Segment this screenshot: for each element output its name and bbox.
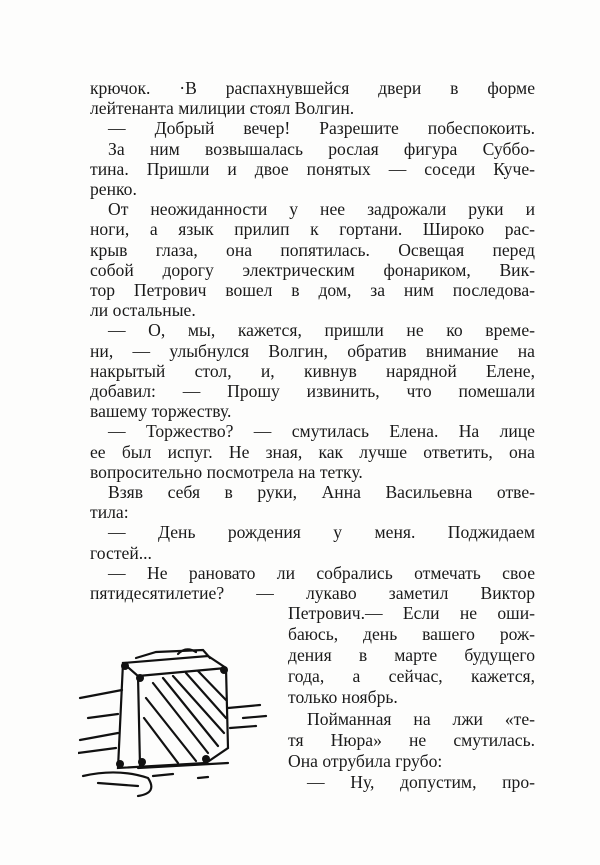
inset-text-line: баюсь, день вашего рож-	[288, 624, 535, 645]
inset-text-line: — Ну, допустим, про-	[307, 771, 535, 792]
text-line: От неожиданности у нее задрожали руки и	[108, 199, 535, 220]
text-line: накрытый стол, и, кивнув нарядной Елене,	[90, 360, 535, 381]
text-line: крючок. ·В распахнувшейся двери в форме	[90, 78, 535, 98]
text-line: вопросительно посмотрела на тетку.	[90, 461, 363, 482]
text-line: ее был испуг. Не зная, как лучше ответить, она	[90, 441, 535, 462]
text-line: — Добрый вечер! Разрешите побеспокоить.	[108, 118, 535, 139]
text-line: ноги, а язык прилип к гортани. Широко рас-	[90, 219, 535, 240]
text-line: собой дорогу электрическим фонариком, Вик-	[90, 259, 535, 280]
inset-text-line: тя Нюра» не смутилась.	[288, 729, 535, 750]
text-line: пятидесятилетие? — лукаво заметил Виктор	[90, 583, 535, 603]
text-line: — О, мы, кажется, пришли не ко време-	[108, 320, 535, 341]
text-line: За ним возвышалась рослая фигура Суббо-	[108, 138, 535, 159]
text-line: крыв глаза, она попятилась. Освещая перед	[90, 239, 535, 260]
inset-text-line: Пойманная на лжи «те-	[307, 708, 535, 729]
text-line: ни, — улыбнулся Волгин, обратив внимание на	[90, 340, 535, 361]
text-line: тина. Пришли и двое понятых — соседи Куче-	[90, 158, 535, 179]
text-line: — День рождения у меня. Поджидаем	[108, 522, 535, 543]
inset-text-line: Петрович.— Если не оши-	[288, 603, 535, 623]
text-line: лейтенанта милиции стоял Волгин.	[90, 98, 355, 119]
inset-text-line: года, а сейчас, кажется,	[288, 666, 535, 687]
text-line: тор Петрович вошел в дом, за ним последова-	[90, 280, 535, 300]
inset-text-line: дения в марте будущего	[288, 645, 535, 666]
text-line: — Не рановато ли собрались отмечать свое	[108, 562, 535, 583]
inset-text-line: Она отрубила грубо:	[288, 750, 443, 771]
inset-text-line: только ноябрь.	[288, 687, 398, 708]
suitcase-illustration	[78, 628, 278, 798]
text-line: ли остальные.	[90, 300, 196, 321]
text-line: гостей...	[90, 542, 152, 563]
text-line: ренко.	[90, 179, 137, 199]
text-line: — Торжество? — смутилась Елена. На лице	[108, 421, 535, 442]
text-line: добавил: — Прошу извинить, что помешали	[90, 381, 535, 401]
text-line: вашему торжеству.	[90, 401, 232, 422]
text-line: Взяв себя в руки, Анна Васильевна отве-	[108, 482, 535, 502]
text-line: тила:	[90, 502, 129, 523]
